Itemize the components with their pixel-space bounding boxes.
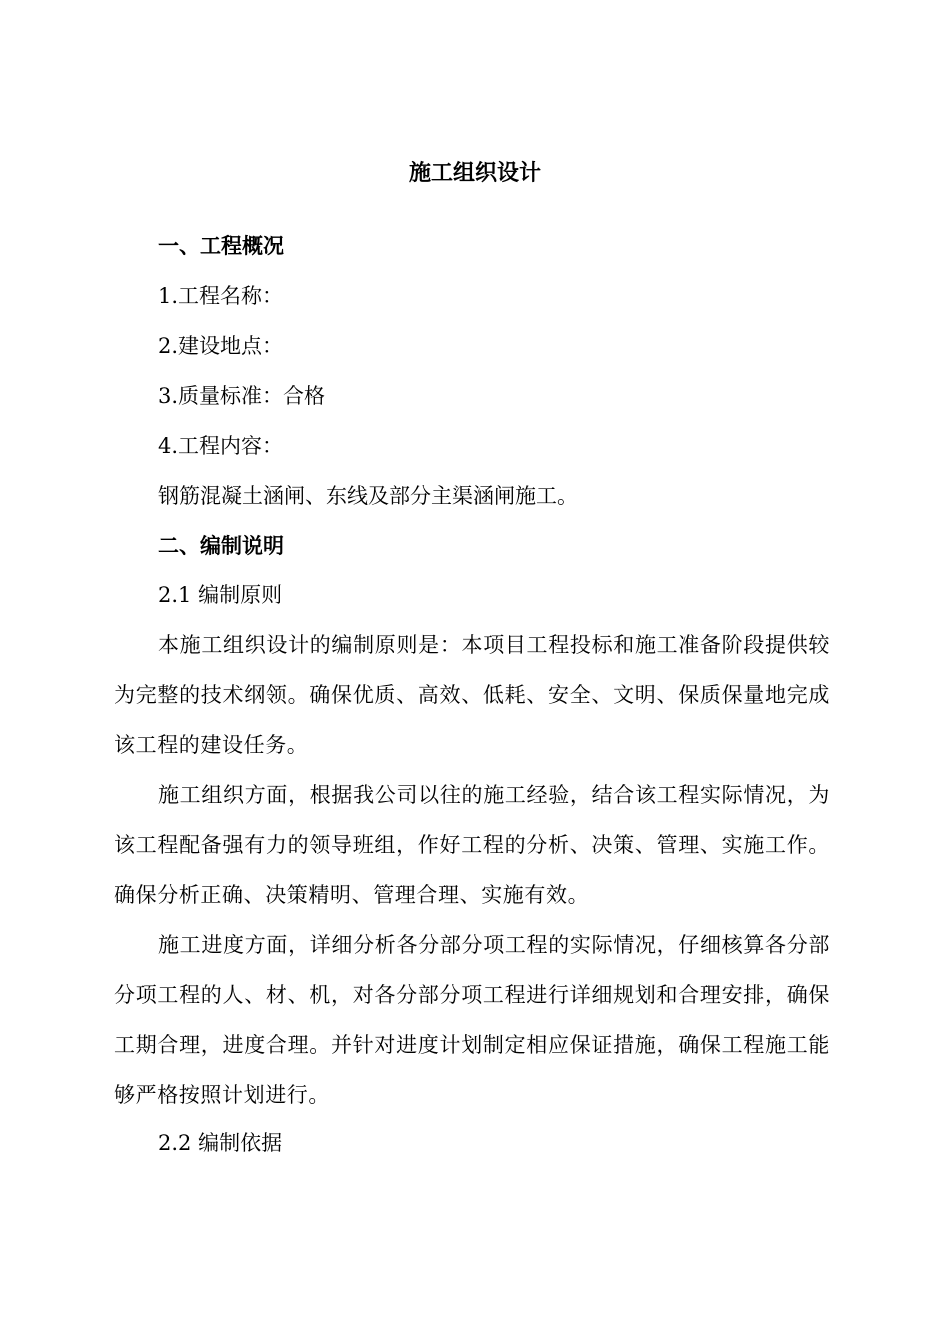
- item-quality-standard: 3.质量标准：合格: [158, 384, 326, 408]
- subsection-heading-principles: 2.1 编制原则: [158, 583, 283, 607]
- section-heading-compilation: 二、编制说明: [158, 533, 284, 558]
- document-title: 施工组织设计: [408, 160, 541, 186]
- project-content-text: 钢筋混凝土涵闸、东线及部分主渠涵闸施工。: [158, 484, 578, 508]
- item-project-content: 4.工程内容：: [158, 434, 284, 458]
- paragraph-schedule: 施工进度方面，详细分析各分部分项工程的实际情况，仔细核算各分部分项工程的人、材、机，对各分部分项工程进行详细规划和合理安排，确保工期合理，进度合理。并针对进度计划制定相应保证措施，确保工程施工能够严格按照计划进行。: [114, 933, 830, 1107]
- paragraph-organization: 施工组织方面，根据我公司以往的施工经验，结合该工程实际情况，为该工程配备强有力的领导班组，作好工程的分析、决策、管理、实施工作。确保分析正确、决策精明、管理合理、实施有效。: [114, 783, 830, 907]
- paragraph-principles: 本施工组织设计的编制原则是：本项目工程投标和施工准备阶段提供较为完整的技术纲领。确保优质、高效、低耗、安全、文明、保质保量地完成该工程的建设任务。: [114, 633, 830, 757]
- item-project-name: 1.工程名称：: [158, 284, 284, 308]
- item-construction-site: 2.建设地点：: [158, 334, 284, 358]
- section-heading-overview: 一、工程概况: [158, 233, 284, 258]
- subsection-heading-basis: 2.2 编制依据: [158, 1131, 283, 1155]
